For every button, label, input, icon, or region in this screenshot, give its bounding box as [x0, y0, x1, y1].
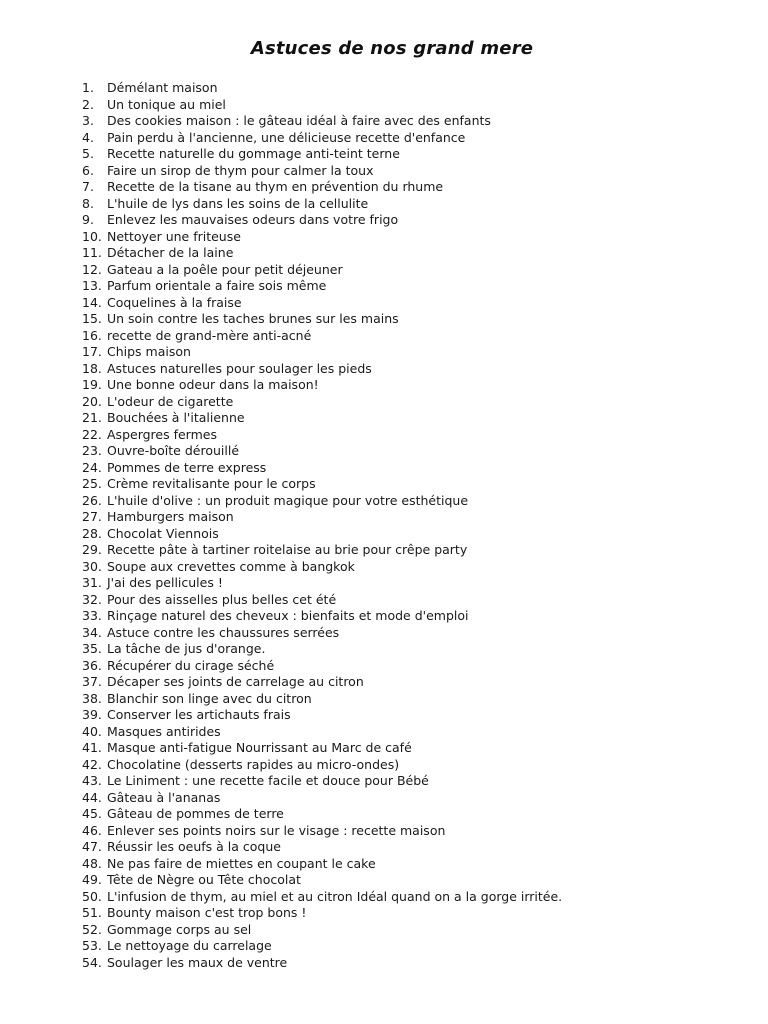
- list-item: [82, 592, 562, 609]
- list-item-number: 20.: [82, 393, 102, 409]
- list-item-text: Un soin contre les taches brunes sur les mains: [107, 311, 399, 326]
- list-item-text: Recette pâte à tartiner roitelaise au brie pour crêpe party: [107, 542, 468, 557]
- list-item-text: Blanchir son linge avec du citron: [107, 690, 312, 706]
- list-item-text: Le nettoyage du carrelage: [107, 938, 272, 953]
- list-item: [82, 790, 562, 807]
- list-item: [82, 476, 562, 493]
- list-item-number: 27.: [82, 509, 102, 524]
- list-item: [82, 559, 562, 576]
- list-item-number: 46.: [82, 822, 102, 838]
- list-item-text: Bouchées à l'italienne: [107, 410, 245, 425]
- list-item: [82, 608, 562, 625]
- list-item: [82, 641, 562, 658]
- list-item-number: 1.: [82, 80, 94, 95]
- list-item-text: Réussir les oeufs à la coque: [107, 839, 281, 854]
- list-item-number: 6.: [82, 162, 94, 178]
- list-item-text: Recette naturelle du gommage anti-teint terne: [107, 146, 400, 161]
- list-item-number: 37.: [82, 674, 102, 689]
- list-item-text: Une bonne odeur dans la maison!: [107, 377, 319, 392]
- list-item: [82, 757, 562, 774]
- list-item-number: 11.: [82, 245, 102, 260]
- list-item-text: Des cookies maison : le gâteau idéal à faire avec des enfants: [107, 113, 491, 128]
- list-item-number: 15.: [82, 311, 102, 326]
- list-item-number: 4.: [82, 129, 94, 145]
- list-item-text: Astuces naturelles pour soulager les pieds: [107, 360, 372, 376]
- list-item: [82, 311, 562, 328]
- list-item-number: 41.: [82, 740, 102, 755]
- list-item: [82, 410, 562, 427]
- list-item: [82, 344, 562, 361]
- list-item-number: 8.: [82, 195, 94, 211]
- list-item-number: 2.: [82, 96, 94, 112]
- list-item-number: 3.: [82, 113, 94, 128]
- recipe-list: [82, 80, 562, 971]
- list-item-text: Gateau a la poêle pour petit déjeuner: [107, 261, 343, 277]
- list-item-text: Gommage corps au sel: [107, 921, 252, 937]
- list-item-text: Masques antirides: [107, 723, 221, 739]
- list-item: [82, 773, 562, 790]
- list-item-number: 30.: [82, 558, 102, 574]
- list-item-text: Démélant maison: [107, 80, 218, 95]
- list-item-number: 49.: [82, 872, 102, 887]
- list-item-number: 28.: [82, 525, 102, 541]
- list-item-number: 42.: [82, 756, 102, 772]
- list-item: [82, 509, 562, 526]
- list-item-number: 38.: [82, 690, 102, 706]
- list-item: [82, 839, 562, 856]
- list-item: [82, 724, 562, 741]
- list-item-number: 21.: [82, 410, 102, 425]
- list-item-text: L'infusion de thym, au miel et au citron Idéal quand on a la gorge irritée.: [107, 888, 563, 904]
- list-item-number: 40.: [82, 723, 102, 739]
- list-item-text: Aspergres fermes: [107, 426, 217, 442]
- list-item-number: 34.: [82, 624, 102, 640]
- list-item: [82, 130, 562, 147]
- list-item-number: 7.: [82, 179, 94, 194]
- document-title: Astuces de nos grand mere: [250, 38, 534, 59]
- list-item: [82, 361, 562, 378]
- list-item-text: Faire un sirop de thym pour calmer la toux: [107, 162, 374, 178]
- list-item-number: 9.: [82, 212, 94, 227]
- list-item: [82, 377, 562, 394]
- list-item-text: Récupérer du cirage séché: [107, 657, 275, 673]
- list-item-number: 12.: [82, 261, 102, 277]
- list-item-number: 16.: [82, 327, 102, 343]
- list-item: [82, 262, 562, 279]
- list-item-text: Recette de la tisane au thym en prévention du rhume: [107, 179, 444, 194]
- list-item-text: Enlevez les mauvaises odeurs dans votre frigo: [107, 212, 399, 227]
- list-item-number: 14.: [82, 294, 102, 310]
- list-item: [82, 872, 562, 889]
- list-item: [82, 80, 562, 97]
- list-item-text: Hamburgers maison: [107, 509, 234, 524]
- list-item: [82, 443, 562, 460]
- list-item-text: Coquelines à la fraise: [107, 294, 242, 310]
- list-item: [82, 163, 562, 180]
- list-item-text: L'odeur de cigarette: [107, 393, 234, 409]
- list-item-text: Décaper ses joints de carrelage au citron: [107, 674, 364, 689]
- list-item-text: L'huile de lys dans les soins de la cellulite: [107, 195, 369, 211]
- list-item: [82, 146, 562, 163]
- list-item-text: Chocolat Viennois: [107, 525, 219, 541]
- list-item-number: 19.: [82, 377, 102, 392]
- list-item: [82, 625, 562, 642]
- list-item-number: 36.: [82, 657, 102, 673]
- list-item: [82, 905, 562, 922]
- list-item-number: 54.: [82, 954, 102, 970]
- list-item-number: 17.: [82, 344, 102, 359]
- list-item-text: L'huile d'olive : un produit magique pour votre esthétique: [107, 492, 469, 508]
- list-item-text: Bounty maison c'est trop bons !: [107, 905, 307, 920]
- list-item-number: 33.: [82, 608, 102, 623]
- list-item-text: Pommes de terre express: [107, 459, 267, 475]
- list-item: [82, 460, 562, 477]
- list-item: [82, 740, 562, 757]
- list-item: [82, 179, 562, 196]
- list-item-text: Masque anti-fatigue Nourrissant au Marc de café: [107, 740, 412, 755]
- list-item-number: 35.: [82, 641, 102, 656]
- list-item: [82, 575, 562, 592]
- list-item-text: Ne pas faire de miettes en coupant le cake: [107, 855, 376, 871]
- list-item-number: 10.: [82, 228, 102, 244]
- list-item-text: Parfum orientale a faire sois même: [107, 278, 327, 293]
- list-item-text: Conserver les artichauts frais: [107, 707, 291, 722]
- list-item: [82, 427, 562, 444]
- list-item: [82, 542, 562, 559]
- list-item-text: Gâteau de pommes de terre: [107, 806, 284, 821]
- list-item-number: 26.: [82, 492, 102, 508]
- list-item: [82, 245, 562, 262]
- list-item-text: Chocolatine (desserts rapides au micro-ondes): [107, 756, 400, 772]
- list-item-text: Le Liniment : une recette facile et douce pour Bébé: [107, 773, 429, 788]
- list-item: [82, 674, 562, 691]
- list-item: [82, 295, 562, 312]
- list-item-number: 52.: [82, 921, 102, 937]
- list-item-number: 45.: [82, 806, 102, 821]
- list-item-text: Pour des aisselles plus belles cet été: [107, 591, 337, 607]
- list-item-text: Un tonique au miel: [107, 96, 226, 112]
- list-item-number: 39.: [82, 707, 102, 722]
- list-item: [82, 889, 562, 906]
- list-item: [82, 328, 562, 345]
- list-item: [82, 196, 562, 213]
- list-item: [82, 493, 562, 510]
- list-item: [82, 212, 562, 229]
- list-item: [82, 97, 562, 114]
- list-item-text: Soulager les maux de ventre: [107, 954, 288, 970]
- list-item-text: La tâche de jus d'orange.: [107, 641, 266, 656]
- list-item-number: 43.: [82, 773, 102, 788]
- list-item-text: Chips maison: [107, 344, 191, 359]
- list-item-number: 25.: [82, 476, 102, 491]
- list-item-text: Gâteau à l'ananas: [107, 789, 221, 805]
- list-item: [82, 955, 562, 972]
- list-item-text: J'ai des pellicules !: [107, 575, 223, 590]
- list-item: [82, 806, 562, 823]
- list-item: [82, 658, 562, 675]
- list-item: [82, 938, 562, 955]
- list-item-text: Ouvre-boîte dérouillé: [107, 443, 240, 458]
- list-item-number: 53.: [82, 938, 102, 953]
- list-item: [82, 922, 562, 939]
- list-item-number: 50.: [82, 888, 102, 904]
- list-item: [82, 394, 562, 411]
- list-item: [82, 707, 562, 724]
- list-item-number: 47.: [82, 839, 102, 854]
- list-item-text: Soupe aux crevettes comme à bangkok: [107, 558, 355, 574]
- list-item-number: 13.: [82, 278, 102, 293]
- list-item-text: Détacher de la laine: [107, 245, 234, 260]
- list-item: [82, 229, 562, 246]
- list-item-number: 5.: [82, 146, 94, 161]
- list-item-text: Enlever ses points noirs sur le visage : recette maison: [107, 822, 446, 838]
- list-item-text: Astuce contre les chaussures serrées: [107, 624, 340, 640]
- list-item-text: Pain perdu à l'ancienne, une délicieuse recette d'enfance: [107, 129, 466, 145]
- list-item-text: Nettoyer une friteuse: [107, 228, 241, 244]
- list-item-number: 32.: [82, 591, 102, 607]
- list-item-text: recette de grand-mère anti-acné: [107, 327, 312, 343]
- list-item-number: 18.: [82, 360, 102, 376]
- list-item-number: 23.: [82, 443, 102, 458]
- list-item-number: 29.: [82, 542, 102, 557]
- list-item-number: 31.: [82, 575, 102, 590]
- list-item-number: 44.: [82, 789, 102, 805]
- list-item-text: Crème revitalisante pour le corps: [107, 476, 316, 491]
- list-item-number: 51.: [82, 905, 102, 920]
- list-item-number: 24.: [82, 459, 102, 475]
- list-item-number: 48.: [82, 855, 102, 871]
- list-item-number: 22.: [82, 426, 102, 442]
- list-item-text: Tête de Nègre ou Tête chocolat: [107, 872, 301, 887]
- list-item: [82, 113, 562, 130]
- list-item: [82, 278, 562, 295]
- list-item: [82, 856, 562, 873]
- list-item-text: Rinçage naturel des cheveux : bienfaits et mode d'emploi: [107, 608, 469, 623]
- list-item: [82, 526, 562, 543]
- list-item: [82, 823, 562, 840]
- list-item: [82, 691, 562, 708]
